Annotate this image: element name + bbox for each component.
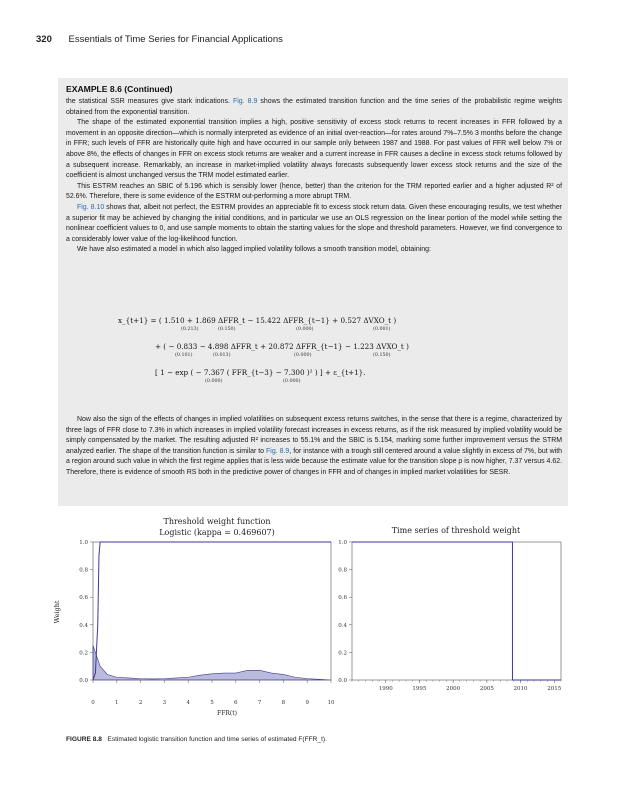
std-error: (0.000) xyxy=(205,379,223,384)
y-tick-label: 0.4 xyxy=(79,622,88,629)
x-tick-label: 2005 xyxy=(479,686,494,692)
y-tick-label: 0.0 xyxy=(338,678,347,684)
x-tick-label: 4 xyxy=(186,700,190,706)
x-tick-label: 6 xyxy=(234,700,238,706)
std-error: (0.213) xyxy=(181,327,199,332)
x-axis-label: FFR(t) xyxy=(217,710,237,717)
x-tick-label: 10 xyxy=(327,700,335,706)
paragraph-1: the statistical SSR measures give stark indications. Fig. 8.9 shows the estimated transition function and the time series of the probabilistic regime weights obtained from the exponential transition. xyxy=(66,98,563,116)
paragraph-2: The shape of the estimated exponential transition implies a high, positive sensitivity of excess stock returns to recent increases in FFR followed by a movement in an opposite direction—which is normally interpreted as evidence of an initial over-reaction—for rates around 7%–7.5% 3 months before the change in FFR; such levels of FFR are historically quite high and have occurred in our sample only between 1987 and 1988. For past values of FFR well below 7% or above 8%, the effects of changes in FFR on excess stock returns are weaker and a current increase in FFR causes a decline in excess stock returns followed by a subsequent increase. Remarkably, an increase in market-implied volatility always forecasts subsequently lower excess stock returns and the size of the coefficient is almost unchanged versus the TRM model estimated earlier. xyxy=(66,119,562,180)
series-line xyxy=(352,542,561,680)
std-error: (0.013) xyxy=(213,353,231,358)
std-error: (0.001) xyxy=(373,327,391,332)
x-tick-label: 8 xyxy=(281,700,286,706)
right-chart-title: Time series of threshold weight xyxy=(391,526,521,535)
std-error: (0.150) xyxy=(373,353,391,358)
y-tick-label: 0.2 xyxy=(79,650,88,657)
figure-link[interactable]: Fig. 8.10 xyxy=(77,203,105,211)
x-tick-label: 5 xyxy=(210,700,214,706)
page-number: 320 xyxy=(36,34,52,45)
figure-link[interactable]: Fig. 8.9 xyxy=(233,98,258,105)
std-error: (0.150) xyxy=(218,327,236,332)
series-line xyxy=(93,542,331,680)
std-error: (0.000) xyxy=(294,353,312,358)
y-tick-label: 1.0 xyxy=(338,540,347,546)
equation-line-2: + ( − 0.833 − 4.898 ΔFFR_t + 20.872 ΔFFR_{t−1} − 1.223 ΔVXO_t ) xyxy=(155,342,409,351)
y-tick-label: 0.2 xyxy=(338,650,347,657)
right-chart xyxy=(338,540,562,692)
y-tick-label: 0.6 xyxy=(338,595,347,602)
x-tick-label: 9 xyxy=(305,700,309,706)
x-tick-label: 7 xyxy=(257,700,262,706)
y-tick-label: 0.8 xyxy=(338,567,347,574)
x-tick-label: 1995 xyxy=(412,686,427,692)
equation-line-3: [ 1 − exp ( − 7.367 ( FFR_{t−3} − 7.300 )² ) ] + ε_{t+1}. xyxy=(155,368,366,377)
x-tick-label: 1 xyxy=(115,700,119,706)
caption-label: FIGURE 8.8 xyxy=(66,736,102,743)
y-tick-label: 1.0 xyxy=(79,540,88,546)
book-title: Essentials of Time Series for Financial Applications xyxy=(68,34,283,45)
y-tick-label: 0.8 xyxy=(79,567,88,574)
figure-link[interactable]: Fig. 8.9 xyxy=(266,447,290,455)
example-title: EXAMPLE 8.6 (Continued) xyxy=(66,84,173,94)
plot-frame xyxy=(93,542,331,680)
paragraph-3: This ESTRM reaches an SBIC of 5.196 which is sensibly lower (hence, better) than the criterion for the TRM reported earlier and a higher adjusted R² of 52.6%. Therefore, there is some evidence of the ESTRM out-performing a more abrupt TRM. xyxy=(66,182,562,201)
paragraph-5: We have also estimated a model in which also lagged implied volatility follows a smooth transition model, obtaining: xyxy=(77,246,431,254)
x-tick-label: 2010 xyxy=(513,686,528,692)
y-tick-label: 0.4 xyxy=(338,622,347,629)
equation-line-1: x_{t+1} = ( 1.510 + 1.869 ΔFFR_t − 15.422 ΔFFR_{t−1} + 0.527 ΔVXO_t ) xyxy=(118,316,397,325)
density-series xyxy=(93,646,331,681)
left-chart-subtitle: Logistic (kappa = 0.469607) xyxy=(159,528,275,537)
x-tick-label: 2000 xyxy=(446,686,461,692)
y-tick-label: 0.6 xyxy=(79,595,88,602)
y-tick-label: 0.0 xyxy=(79,678,88,684)
left-chart-title: Threshold weight function xyxy=(163,517,271,526)
y-axis-label: Weight xyxy=(53,600,61,624)
paragraph-4: Fig. 8.10 shows that, albeit not perfect, the ESTRM provides an appreciable fit to excess stock return data. Given these encouraging results, we test whether a superior fit may be achieved by changing the initial conditions, and in particular we use an OLS regression on the linear portion of the model while setting the nonlinear coefficient values to 0, and use sample moments to obtain the starting values for the slope and threshold parameters. However, we find convergence to a considerably lower value of the log-likelihood function. xyxy=(66,203,562,243)
std-error: (0.000) xyxy=(283,379,301,384)
plot-frame xyxy=(352,542,561,680)
paragraph-6: Now also the sign of the effects of changes in implied volatilities on subsequent excess returns switches, in the sense that there is a regime, characterized by three lags of FFR close to 7.3% in which increases in implied volatility forecast increases in excess returns, as if the risk measured by implied volatility would be simply compensated by the market. The resulting adjusted R² increases to 55.1% and the SBIC is 5.154, marking some further improvement versus the STRM analyzed earlier. The shape of the transition function is similar to Fig. 8.9, for instance with a trough still centered around a value slightly in excess of 7%, but with a region around such value in which the first regime applies that is less wide because the estimate value for the transition slope ρ is now higher, 7.37 versus 4.62. Therefore, there is evidence of smooth RS both in the predictive power of changes in FFR and of changes in implied market volatilities for SESR. xyxy=(66,416,562,476)
caption-text: Estimated logistic transition function and time series of estimated F(FFR_t). xyxy=(107,736,327,743)
std-error: (0.101) xyxy=(175,353,193,358)
x-tick-label: 2015 xyxy=(547,686,562,692)
x-tick-label: 2 xyxy=(138,700,143,706)
std-error: (0.000) xyxy=(296,327,314,332)
x-tick-label: 3 xyxy=(162,700,167,706)
figure-caption xyxy=(66,736,327,743)
x-tick-label: 0 xyxy=(91,700,95,706)
x-tick-label: 1990 xyxy=(378,686,393,692)
left-chart xyxy=(79,540,335,706)
